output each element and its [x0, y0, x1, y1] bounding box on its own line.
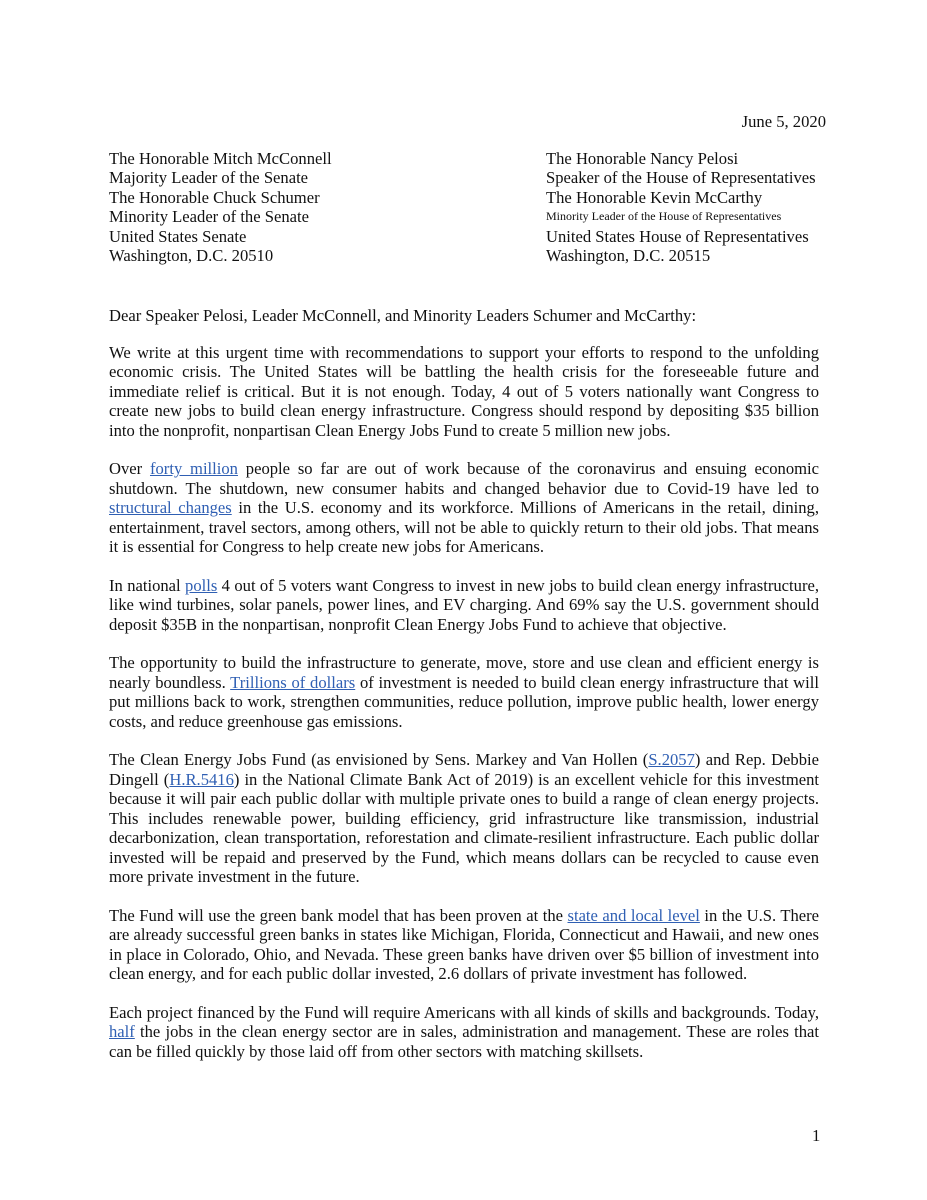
recipient-line: The Honorable Mitch McConnell — [109, 149, 332, 168]
text-run: of investment is needed to build clean energy infrastructure that will put millions back to work, strengthen communities, reduce pollution, improve public health, lower energy costs, and reduce greenhouse gas emissions. — [109, 672, 819, 731]
link-s2057[interactable]: S.2057 — [648, 750, 695, 770]
link-hr5416[interactable]: H.R.5416 — [169, 769, 234, 789]
text-run: In national — [109, 575, 186, 595]
paragraph-fund-description — [109, 750, 819, 886]
link-polls[interactable]: polls — [185, 575, 218, 595]
text-run: the jobs in the clean energy sector are in sales, administration and management. These are roles that can be filled quickly by those laid off from other sectors with matching skillsets. — [109, 1022, 819, 1061]
recipient-line: Minority Leader of the Senate — [109, 207, 309, 227]
recipient-line: United States Senate — [109, 226, 247, 246]
recipient-line: Majority Leader of the Senate — [109, 168, 309, 188]
recipient-block-house — [546, 149, 816, 265]
paragraph-unemployment — [109, 459, 819, 556]
text-run: ) in the National Climate Bank Act of 2019) is an excellent vehicle for this investment because it will pair each public dollar with multiple private ones to build a range of clean energy projects. This includes renewable power, building efficiency, grid infrastructure like transmission, industrial decarbonization, clean transportation, reforestation and climate-resilient infrastructure. Each public dollar invested will be repaid and preserved by the Fund, which means dollars can be recycled to cause even more private investment in the future. — [109, 769, 819, 886]
link-state-and-local-level[interactable]: state and local level — [567, 905, 700, 925]
paragraph-intro: We write at this urgent time with recommendations to support your efforts to respond to the unfolding economic crisis. The United States will be battling the health crisis for the foreseeable future and immediate relief is critical. But it is not enough. Today, 4 out of 5 voters nationally want Congress to create new jobs to build clean energy infrastructure. Congress should respond by depositing $35 billion into the nonprofit, nonpartisan Clean Energy Jobs Fund to create 5 million new jobs. — [109, 343, 819, 440]
text-run: ) and Rep. Debbie Dingell ( — [109, 750, 819, 789]
paragraph-jobs — [109, 1003, 819, 1061]
recipient-line: The Honorable Chuck Schumer — [109, 187, 320, 207]
text-run: The opportunity to build the infrastructure to generate, move, store and use clean and efficient energy is nearly boundless. — [109, 653, 819, 692]
paragraph-opportunity — [109, 653, 819, 731]
text-run: Each project financed by the Fund will require Americans with all kinds of skills and backgrounds. Today, — [109, 1002, 819, 1022]
text-run: The Fund will use the green bank model that has been proven at the — [109, 905, 568, 925]
letter-date: June 5, 2020 — [741, 112, 826, 131]
text-run: people so far are out of work because of the coronavirus and ensuing economic shutdown. The shutdown, new consumer habits and changed behavior due to Covid-19 have led to — [109, 459, 819, 498]
text-run: Over — [109, 459, 150, 479]
recipient-line: The Honorable Nancy Pelosi — [546, 149, 739, 168]
link-structural-changes[interactable]: structural changes — [109, 498, 232, 518]
page-number: 1 — [812, 1126, 821, 1145]
recipient-line: Minority Leader of the House of Representatives — [546, 209, 782, 224]
text-run: 4 out of 5 voters want Congress to invest in new jobs to build clean energy infrastructure, like wind turbines, solar panels, power lines, and EV charging. And 69% say the U.S. government should deposit $35B in the nonpartisan, nonprofit Clean Energy Jobs Fund to achieve that objective. — [109, 575, 819, 634]
text-run: in the U.S. There are already successful green banks in states like Michigan, Florida, Connecticut and Hawaii, and new ones in place in Colorado, Ohio, and Nevada. These green banks have driven over $5 billion of investment into clean energy, and for each public dollar invested, 2.6 dollars of private investment has followed. — [109, 905, 820, 983]
link-trillions-of-dollars[interactable]: Trillions of dollars — [230, 672, 356, 692]
letter-body — [109, 343, 819, 1080]
recipient-line: Speaker of the House of Representatives — [546, 168, 816, 188]
link-half[interactable]: half — [109, 1022, 135, 1042]
salutation: Dear Speaker Pelosi, Leader McConnell, and Minority Leaders Schumer and McCarthy: — [109, 306, 697, 325]
paragraph-polls — [109, 576, 819, 634]
paragraph-green-bank — [109, 906, 819, 984]
link-forty-million[interactable]: forty million — [149, 459, 238, 479]
recipient-line: The Honorable Kevin McCarthy — [546, 187, 763, 207]
recipient-line: United States House of Representatives — [546, 226, 809, 246]
recipient-line: Washington, D.C. 20515 — [546, 246, 711, 266]
recipient-line: Washington, D.C. 20510 — [109, 246, 274, 266]
text-run: in the U.S. economy and its workforce. Millions of Americans in the retail, dining, entertainment, travel sectors, among others, will not be able to quickly return to their old jobs. That means it is essential for Congress to help create new jobs for Americans. — [109, 498, 819, 557]
text-run: The Clean Energy Jobs Fund (as envisioned by Sens. Markey and Van Hollen ( — [109, 750, 649, 770]
recipient-block-senate — [109, 149, 332, 265]
